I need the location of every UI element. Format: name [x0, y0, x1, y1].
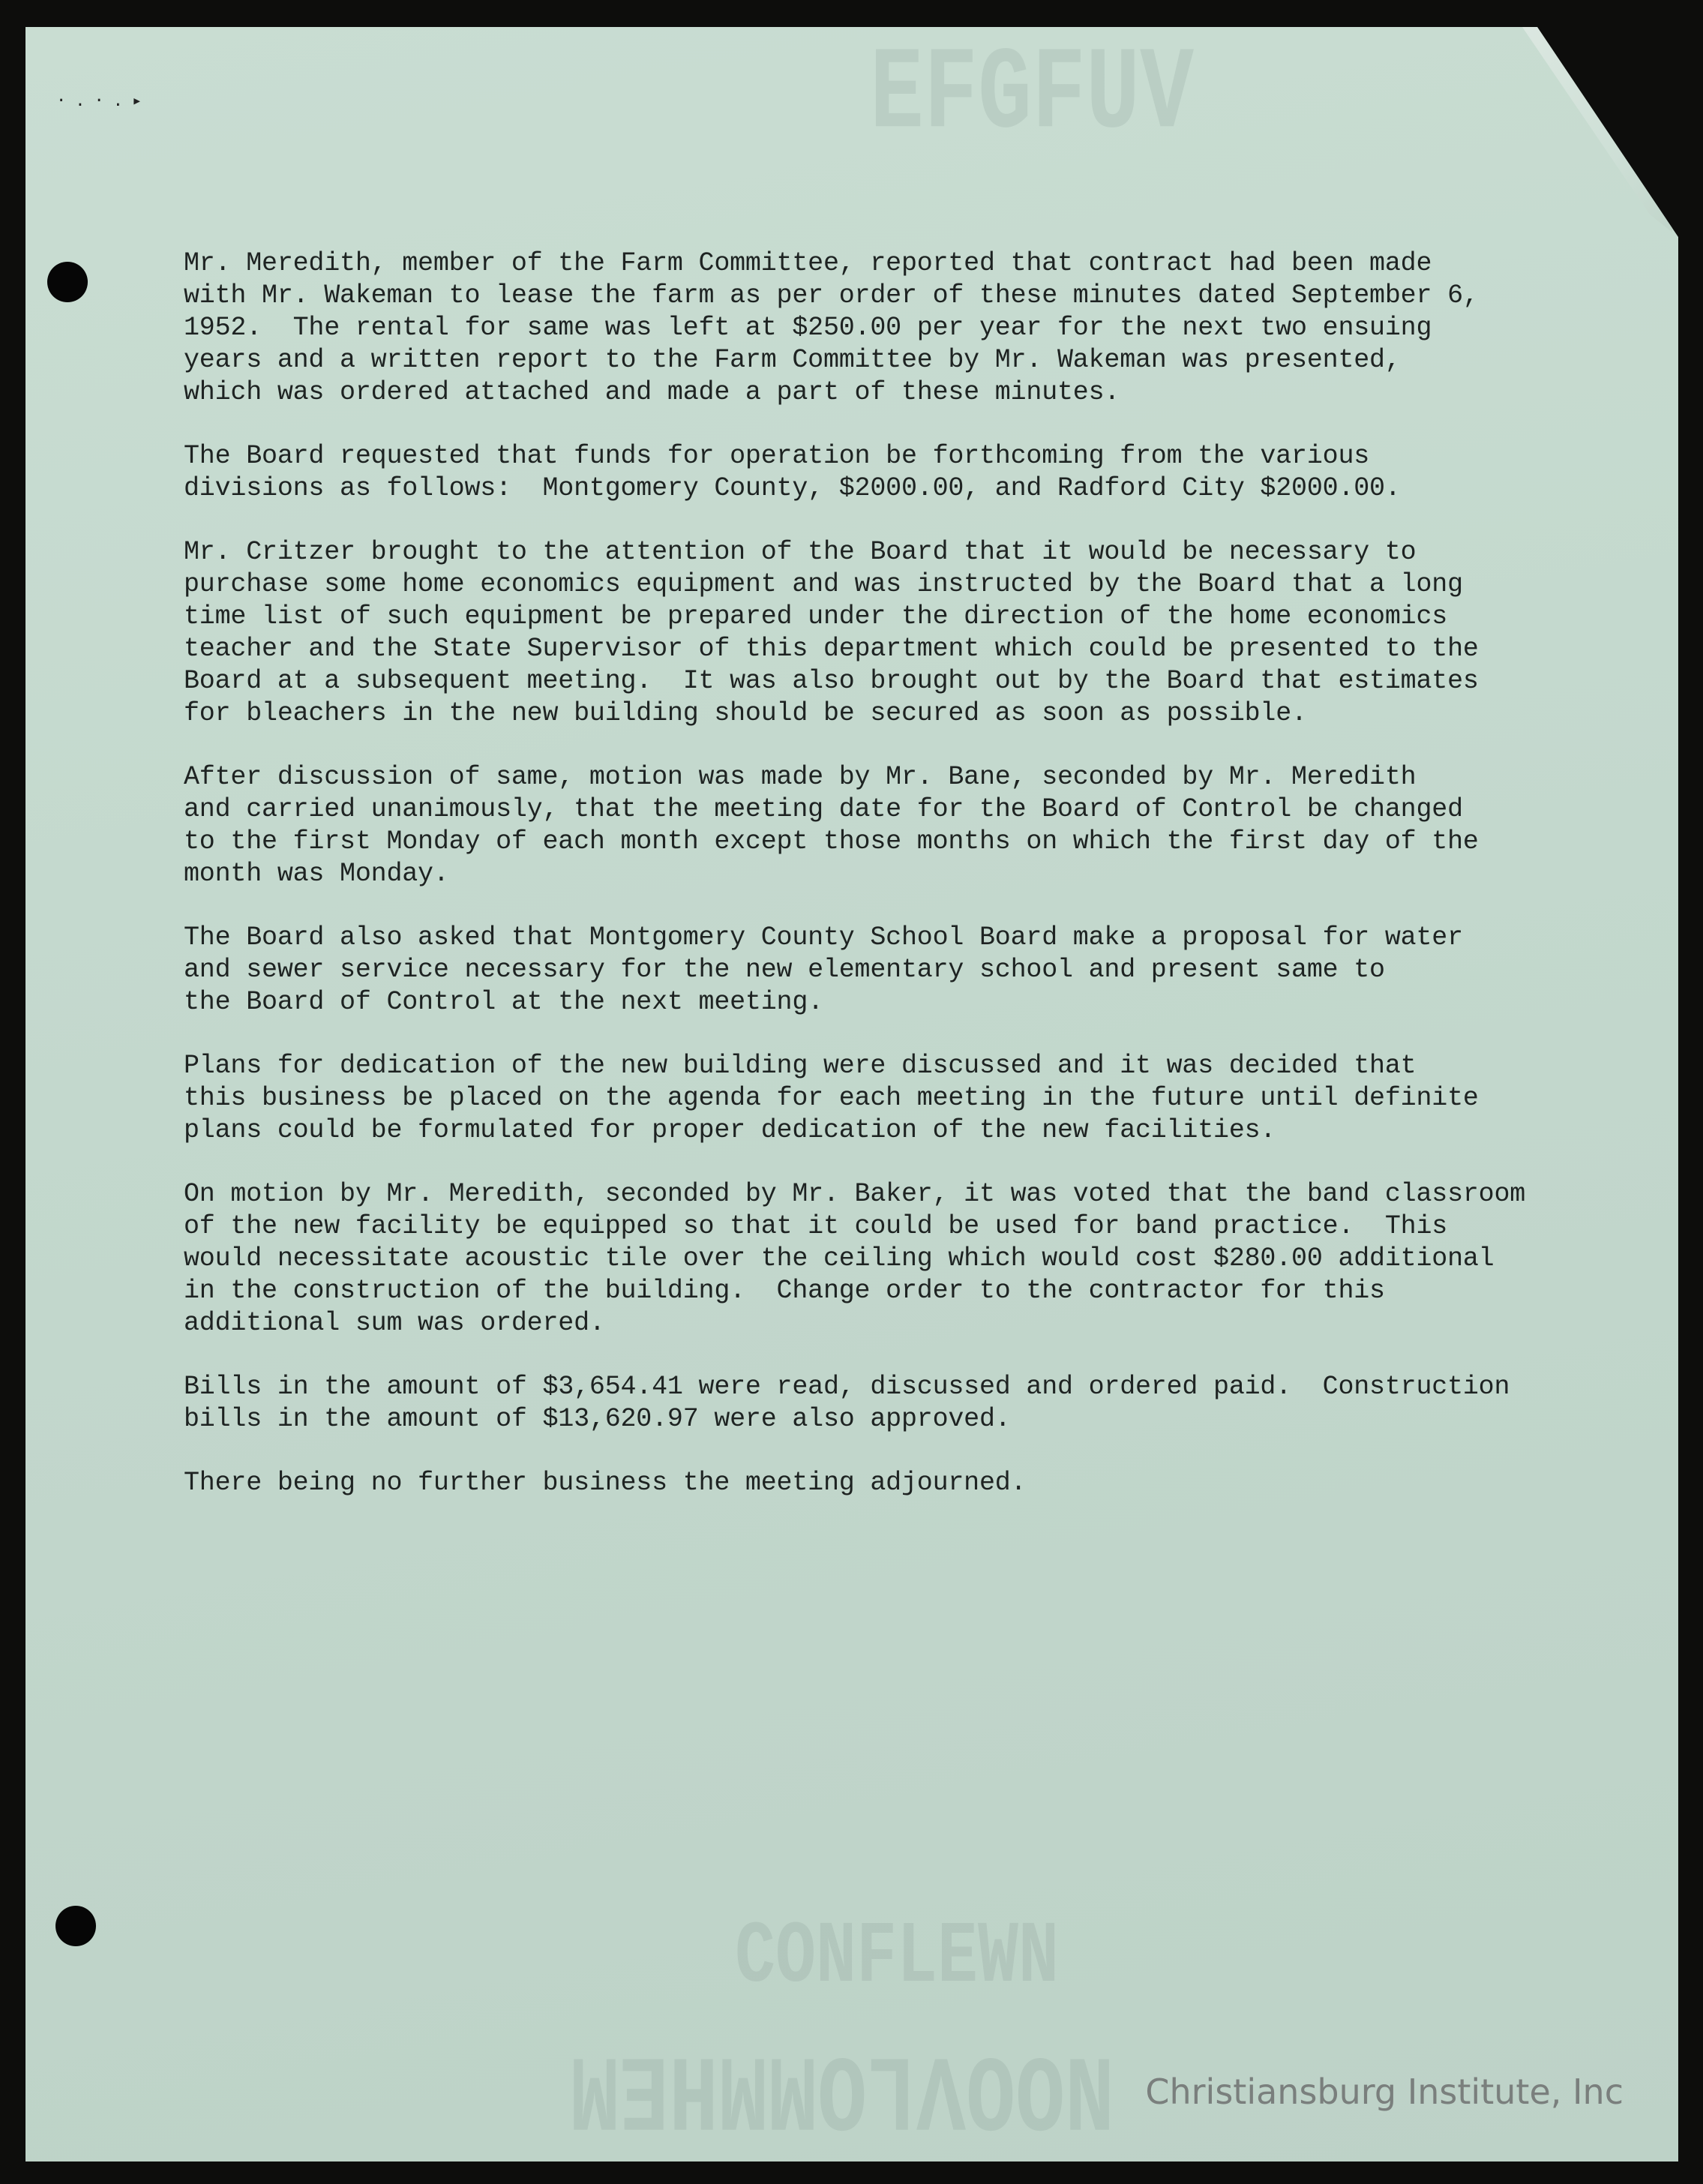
text-line: Mr. Meredith, member of the Farm Committee, reported that contract had been made: [184, 248, 1432, 278]
text-line: time list of such equipment be prepared under the direction of the home economics: [184, 602, 1448, 632]
punch-hole-bottom: [55, 1906, 96, 1946]
text-line: which was ordered attached and made a part of these minutes.: [184, 377, 1120, 407]
text-line: purchase some home economics equipment and was instructed by the Board that a long: [184, 569, 1463, 599]
text-line: There being no further business the meeting adjourned.: [184, 1468, 1027, 1498]
text-line: Bills in the amount of $3,654.41 were read, discussed and ordered paid. Construction: [184, 1372, 1510, 1402]
bleed-through-bottom: NOOVLOMMHEM: [570, 2026, 1115, 2148]
text-line: Mr. Critzer brought to the attention of the Board that it would be necessary to: [184, 537, 1417, 567]
text-line: with Mr. Wakeman to lease the farm as per order of these minutes dated September 6,: [184, 280, 1479, 310]
text-line: and sewer service necessary for the new elementary school and present same to: [184, 955, 1385, 985]
text-line: and carried unanimously, that the meeting date for the Board of Control be changed: [184, 794, 1463, 824]
text-line: additional sum was ordered.: [184, 1308, 605, 1338]
text-line: would necessitate acoustic tile over the ceiling which would cost $280.00 additional: [184, 1244, 1495, 1274]
text-line: Board at a subsequent meeting. It was also brought out by the Board that estimates: [184, 666, 1479, 696]
paragraph-farm-committee: [184, 248, 1579, 409]
text-line: month was Monday.: [184, 859, 449, 889]
bleed-through-lower: CONFLEWN: [735, 1908, 1060, 2008]
text-line: 1952. The rental for same was left at $250.00 per year for the next two ensuing: [184, 313, 1432, 343]
text-line: The Board also asked that Montgomery County School Board make a proposal for water: [184, 922, 1463, 952]
paragraph-meeting-date: [184, 761, 1579, 890]
minutes-text: [184, 248, 1579, 1531]
text-line: of the new facility be equipped so that it could be used for band practice. This: [184, 1211, 1448, 1241]
paragraph-band-classroom: [184, 1178, 1579, 1340]
text-line: the Board of Control at the next meeting.: [184, 987, 823, 1017]
text-line: bills in the amount of $13,620.97 were also approved.: [184, 1404, 1011, 1434]
text-line: years and a written report to the Farm Committee by Mr. Wakeman was presented,: [184, 345, 1401, 375]
text-line: for bleachers in the new building should be secured as soon as possible.: [184, 698, 1307, 728]
text-line: this business be placed on the agenda for each meeting in the future until definite: [184, 1083, 1479, 1113]
collection-watermark: Christiansburg Institute, Inc: [1145, 2072, 1624, 2112]
text-line: After discussion of same, motion was made by Mr. Bane, seconded by Mr. Meredith: [184, 762, 1417, 792]
paragraph-water-sewer: [184, 922, 1579, 1018]
paragraph-home-economics: [184, 536, 1579, 730]
text-line: in the construction of the building. Change order to the contractor for this: [184, 1276, 1385, 1306]
ink-specks: ·.·.▸: [56, 92, 151, 110]
paragraph-dedication: [184, 1050, 1579, 1147]
text-line: On motion by Mr. Meredith, seconded by Mr. Baker, it was voted that the band classroom: [184, 1179, 1526, 1209]
text-line: plans could be formulated for proper dedication of the new facilities.: [184, 1115, 1276, 1145]
bleed-through-top: EFGFUV: [870, 29, 1195, 163]
punch-hole-top: [47, 262, 88, 302]
text-line: Plans for dedication of the new building were discussed and it was decided that: [184, 1051, 1417, 1081]
text-line: The Board requested that funds for operation be forthcoming from the various: [184, 441, 1370, 471]
paragraph-operation-funds: [184, 440, 1579, 505]
paragraph-adjournment: [184, 1467, 1579, 1499]
text-line: to the first Monday of each month except those months on which the first day of the: [184, 826, 1479, 856]
text-line: teacher and the State Supervisor of this department which could be presented to the: [184, 634, 1479, 664]
paragraph-bills: [184, 1371, 1579, 1436]
text-line: divisions as follows: Montgomery County, $2000.00, and Radford City $2000.00.: [184, 473, 1401, 503]
